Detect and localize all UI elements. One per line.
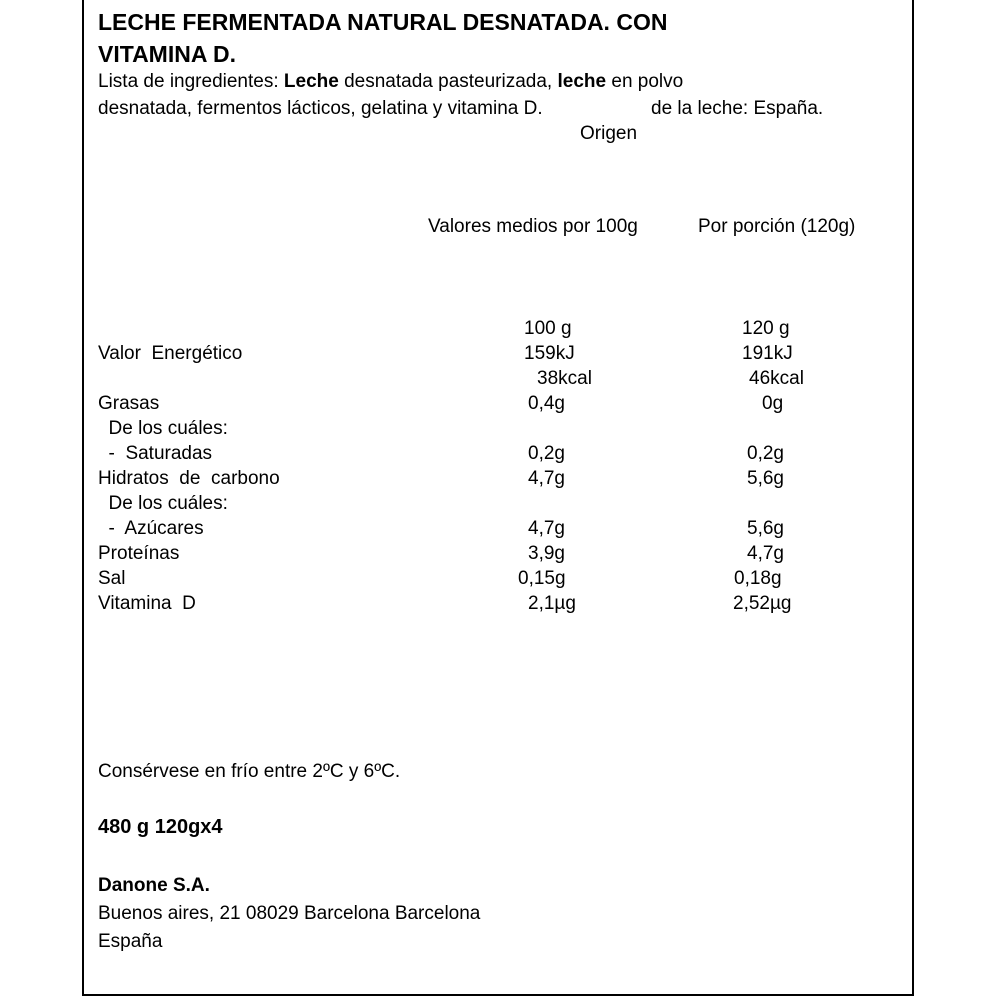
nutrient-value-100g: 4,7g: [528, 518, 565, 539]
origin-word: Origen: [580, 123, 638, 144]
nutrient-label: Proteínas: [98, 543, 180, 564]
nutrient-label: Sal: [98, 568, 126, 589]
product-title-line2: VITAMINA D.: [98, 41, 236, 67]
nutrient-label: Valor Energético: [98, 343, 243, 364]
ingredients-part2: desnatada pasteurizada,: [338, 71, 558, 92]
company-address: Buenos aires, 21 08029 Barcelona Barcelona: [98, 903, 481, 924]
nutrient-value-100g: 38kcal: [537, 368, 592, 389]
ingredients-line1: [98, 69, 683, 94]
nutrient-value-100g: 100 g: [524, 318, 572, 339]
ingredients-line2: desnatada, fermentos lácticos, gelatina y vitamina D.: [98, 98, 543, 119]
nutrient-value-portion: 191kJ: [742, 343, 793, 364]
nutrient-label: Vitamina D: [98, 593, 196, 614]
origin-text: de la leche: España.: [651, 98, 824, 119]
nutrient-value-100g: 0,15g: [518, 568, 566, 589]
nutrient-label: - Saturadas: [98, 443, 213, 464]
nutrient-value-100g: 4,7g: [528, 468, 565, 489]
nutrient-label: De los cuáles:: [98, 493, 228, 514]
nutrient-value-portion: 5,6g: [747, 518, 784, 539]
ingredients-prefix: Lista de ingredientes:: [98, 71, 284, 92]
nutrient-value-portion: 0g: [762, 393, 784, 414]
nutrient-value-portion: 2,52µg: [733, 593, 792, 614]
nutrient-label: Grasas: [98, 393, 160, 414]
ingredient-bold-leche: Leche: [283, 71, 339, 92]
nutrient-label: - Azúcares: [98, 518, 204, 539]
nutrient-label: Hidratos de carbono: [98, 468, 280, 489]
nutrient-value-100g: 3,9g: [528, 543, 565, 564]
col-header-portion: Por porción (120g): [698, 216, 856, 237]
nutrient-value-100g: 0,2g: [528, 443, 565, 464]
company-country: España: [98, 931, 163, 952]
nutrient-value-portion: 0,18g: [734, 568, 782, 589]
net-weight: 480 g 120gx4: [98, 816, 223, 838]
product-title-line1: LECHE FERMENTADA NATURAL DESNATADA. CON: [98, 9, 668, 35]
nutrient-value-portion: 0,2g: [747, 443, 784, 464]
nutrient-value-100g: 0,4g: [528, 393, 565, 414]
ingredient-bold-leche-2: leche: [557, 71, 607, 92]
nutrient-label: De los cuáles:: [98, 418, 228, 439]
nutrient-value-100g: 159kJ: [524, 343, 575, 364]
col-header-100g: Valores medios por 100g: [428, 216, 638, 237]
nutrient-value-portion: 46kcal: [749, 368, 804, 389]
storage-instructions: Consérvese en frío entre 2ºC y 6ºC.: [98, 761, 401, 782]
nutrient-value-portion: 120 g: [742, 318, 790, 339]
nutrient-value-portion: 4,7g: [747, 543, 784, 564]
nutrient-value-portion: 5,6g: [747, 468, 784, 489]
ingredients-part3: en polvo: [606, 71, 684, 92]
company-name: Danone S.A.: [98, 875, 210, 896]
nutrient-value-100g: 2,1µg: [528, 593, 576, 614]
